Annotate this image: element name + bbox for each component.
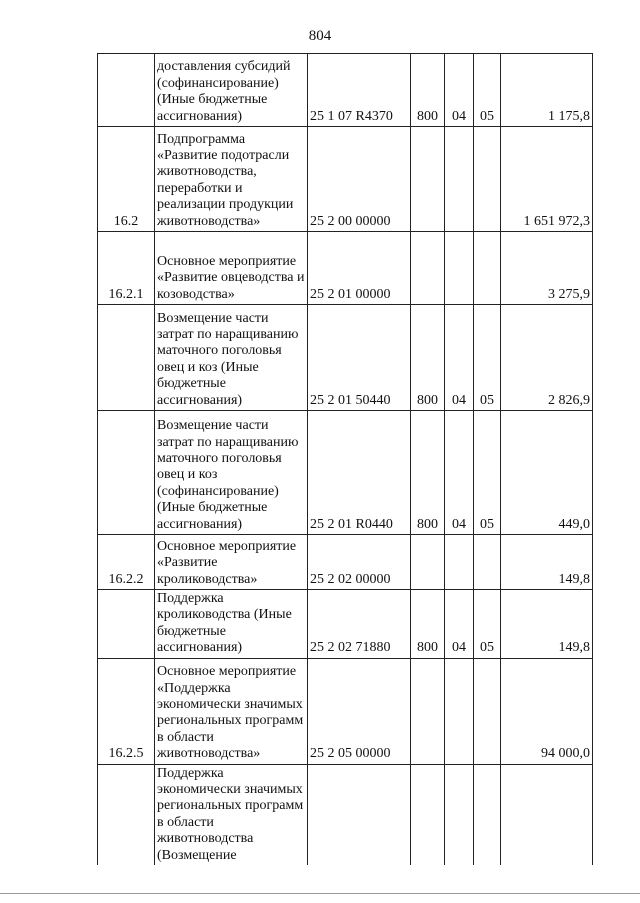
row-amount: 449,0 (501, 411, 593, 535)
row-number: 16.2.2 (98, 535, 155, 590)
row-name: Возмещение части затрат по наращиванию маточного поголовья овец и коз (софинансирование) (Иные бюджетные ассигнования) (155, 411, 308, 535)
row-code: 25 2 01 50440 (308, 305, 411, 411)
budget-table (97, 53, 593, 865)
row-name: Поддержка кролиководства (Иные бюджетные ассигнования) (155, 590, 308, 659)
row-number: 16.2 (98, 127, 155, 232)
row-code: 25 2 02 71880 (308, 590, 411, 659)
row-code: 25 2 01 00000 (308, 232, 411, 305)
row-vr (411, 658, 445, 764)
row-name: Основное мероприятие «Развитие овцеводства и козоводства» (155, 232, 308, 305)
row-name: Основное мероприятие «Развитие кролиководства» (155, 535, 308, 590)
table-row (98, 411, 593, 535)
row-pr (474, 764, 501, 865)
row-amount: 94 000,0 (501, 658, 593, 764)
row-rz: 04 (445, 590, 474, 659)
table-row (98, 590, 593, 659)
row-code: 25 2 02 00000 (308, 535, 411, 590)
table-row (98, 54, 593, 127)
row-name: Поддержка экономически значимых региональных программ в области животноводства (Возмещение (155, 764, 308, 865)
row-code: 25 2 05 00000 (308, 658, 411, 764)
row-rz: 04 (445, 411, 474, 535)
row-amount (501, 764, 593, 865)
row-amount: 1 651 972,3 (501, 127, 593, 232)
row-pr: 05 (474, 54, 501, 127)
row-code: 25 1 07 R4370 (308, 54, 411, 127)
row-name: Подпрограмма «Развитие подотрасли животноводства, переработки и реализации продукции животноводства» (155, 127, 308, 232)
row-number (98, 54, 155, 127)
row-name: доставления субсидий (софинансирование) (Иные бюджетные ассигнования) (155, 54, 308, 127)
row-pr (474, 232, 501, 305)
row-number (98, 411, 155, 535)
row-number (98, 590, 155, 659)
row-pr: 05 (474, 590, 501, 659)
row-name: Основное мероприятие «Поддержка экономически значимых региональных программ в области животноводства» (155, 658, 308, 764)
row-vr: 800 (411, 54, 445, 127)
table-row (98, 535, 593, 590)
row-number: 16.2.5 (98, 658, 155, 764)
table-row (98, 305, 593, 411)
row-amount: 3 275,9 (501, 232, 593, 305)
page-number: 804 (308, 28, 332, 44)
row-name: Возмещение части затрат по наращиванию маточного поголовья овец и коз (Иные бюджетные ассигнования) (155, 305, 308, 411)
row-amount: 149,8 (501, 590, 593, 659)
row-rz (445, 764, 474, 865)
row-vr (411, 232, 445, 305)
row-amount: 1 175,8 (501, 54, 593, 127)
row-pr (474, 127, 501, 232)
table-row (98, 232, 593, 305)
row-amount: 2 826,9 (501, 305, 593, 411)
row-pr: 05 (474, 411, 501, 535)
row-amount: 149,8 (501, 535, 593, 590)
row-number: 16.2.1 (98, 232, 155, 305)
row-rz (445, 535, 474, 590)
row-number (98, 764, 155, 865)
row-code: 25 2 01 R0440 (308, 411, 411, 535)
row-number (98, 305, 155, 411)
row-rz (445, 232, 474, 305)
row-pr: 05 (474, 305, 501, 411)
row-vr (411, 535, 445, 590)
row-vr (411, 127, 445, 232)
row-pr (474, 535, 501, 590)
page-bottom-divider (0, 893, 640, 894)
table-row (98, 764, 593, 865)
row-vr: 800 (411, 411, 445, 535)
table-row (98, 127, 593, 232)
row-vr: 800 (411, 305, 445, 411)
row-rz: 04 (445, 54, 474, 127)
row-pr (474, 658, 501, 764)
row-code: 25 2 00 00000 (308, 127, 411, 232)
row-rz (445, 658, 474, 764)
row-code (308, 764, 411, 865)
row-vr: 800 (411, 590, 445, 659)
row-rz (445, 127, 474, 232)
row-rz: 04 (445, 305, 474, 411)
table-row (98, 658, 593, 764)
row-vr (411, 764, 445, 865)
